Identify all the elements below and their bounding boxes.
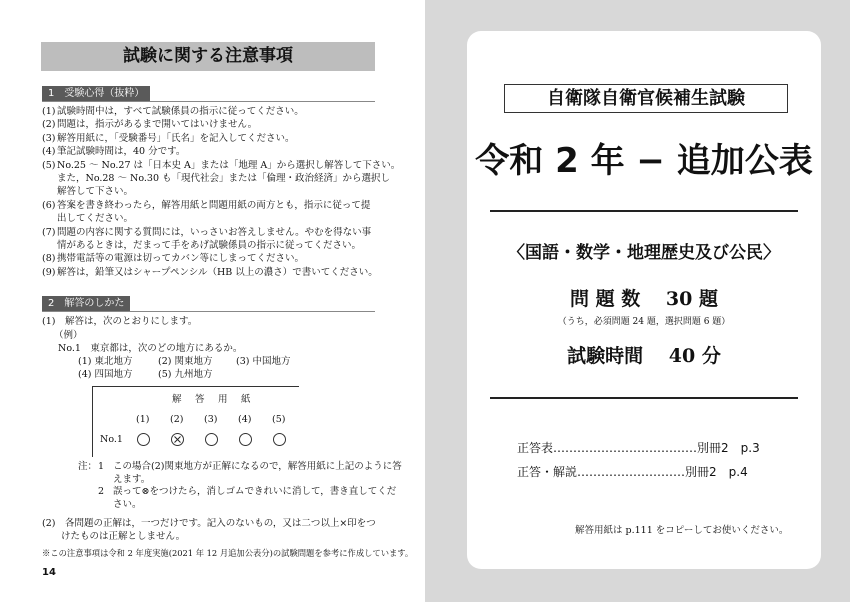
item-number: (4) — [42, 146, 56, 158]
sheet-col-4: (4) — [238, 414, 252, 425]
answer-key-reference — [517, 440, 760, 456]
answer-key-label: 正答表……………………………… — [517, 441, 698, 455]
item-number: (1) — [42, 106, 56, 117]
section1-label: 1 受験心得（抜粋） — [42, 86, 150, 101]
subjects-heading: 〈国語・数学・地理歴史及び公民〉 — [508, 243, 780, 263]
item-text: また，No.28 ～ No.30 も「現代社会」または「倫理・政治経済」から選択し — [57, 173, 391, 184]
answer-bubble-4 — [239, 433, 252, 446]
answer-lead: (1) 解答は，次のとおりにします。 — [42, 316, 198, 327]
answer-bubble-3 — [205, 433, 218, 446]
section1-line — [42, 213, 133, 224]
note-text: 誤って⊗をつけたら，消しゴムできれいに消して，書き直してくだ — [113, 486, 397, 497]
note-text: えます。 — [113, 473, 151, 485]
item-number: (9) — [42, 266, 56, 278]
note-line — [98, 461, 402, 472]
explanation-label: 正答・解説……………………… — [517, 465, 686, 479]
rule-2-line1: (2) 各問題の正解は，一つだけです。記入のないもの，又は二つ以上×印をつ — [42, 518, 376, 529]
cross-mark-icon — [172, 434, 183, 445]
example-label: （例） — [54, 330, 83, 341]
info-rule — [490, 397, 798, 399]
footnote: ※この注意事項は令和 2 年度実施(2021 年 12 月追加公表分)の試験問題を参考に作成しています。 — [42, 548, 414, 558]
exam-duration: 試験時間 40 分 — [567, 345, 721, 367]
explanation-reference — [517, 464, 748, 480]
section1-line — [42, 267, 378, 278]
section1-line — [42, 253, 304, 264]
item-number: (5) — [42, 159, 56, 171]
item-text: 問題は，指示があるまで開いてはいけません。 — [57, 119, 258, 131]
answer-bubble-5 — [273, 433, 286, 446]
answer-sheet-example — [92, 386, 299, 457]
section1-line — [42, 146, 185, 157]
page-number: 14 — [42, 567, 56, 578]
answer-sheet-note: 解答用紙は p.111 をコピーしてお使いください。 — [575, 525, 789, 536]
item-text: 解答して下さい。 — [57, 186, 134, 198]
section1-line — [42, 240, 361, 251]
note-line — [98, 486, 396, 497]
sheet-left-rule — [92, 386, 93, 457]
sheet-col-1: (1) — [136, 414, 150, 425]
item-text: 問題の内容に関する質問には，いっさいお答えしません。やむを得ない事 — [57, 226, 372, 238]
note-text: さい。 — [113, 498, 142, 510]
explanation-target: 別冊2 p.4 — [685, 465, 748, 479]
section1-line — [42, 106, 304, 117]
item-text: 試験時間中は，すべて試験係員の指示に従ってください。 — [57, 106, 304, 117]
note-line — [98, 474, 150, 485]
note-number: 2 — [98, 486, 105, 497]
title-rule — [490, 210, 798, 212]
option-4: (4) 四国地方 — [78, 369, 133, 380]
sheet-col-3: (3) — [204, 414, 218, 425]
answer-bubble-2-marked — [171, 433, 184, 446]
section1-line — [42, 173, 390, 184]
item-text: 情があるときは，だまって手をあげ試験係員の指示に従ってください。 — [57, 240, 362, 251]
item-text: 解答は，鉛筆又はシャープペンシル（HB 以上の濃さ）で書いてください。 — [57, 266, 378, 278]
question-breakdown: （うち，必須問題 24 題，選択問題 6 題） — [557, 317, 731, 327]
note-line — [98, 499, 142, 510]
section1-line — [42, 133, 295, 144]
option-2: (2) 関東地方 — [158, 356, 213, 367]
sheet-top-rule — [92, 386, 299, 387]
question-count: 問 題 数 30 題 — [570, 288, 718, 310]
item-text: 答案を書き終わったら，解答用紙と問題用紙の両方とも，指示に従って提 — [57, 199, 371, 211]
section1-line — [42, 227, 371, 238]
item-number: (6) — [42, 199, 56, 211]
answer-bubble-1 — [137, 433, 150, 446]
note-text: この場合(2)関東地方が正解になるので，解答用紙に上記のように答 — [113, 461, 402, 472]
section1-line — [42, 119, 257, 130]
item-text: 筆記試験時間は，40 分です。 — [57, 146, 186, 158]
section-divider — [42, 311, 375, 312]
item-text: No.25 ～ No.27 は「日本史 A」または「地理 A」から選択し解答して下さい。 — [57, 159, 401, 171]
answer-key-target: 別冊2 p.3 — [697, 441, 760, 455]
item-text: 出してください。 — [57, 213, 134, 225]
sheet-title: 解 答 用 紙 — [172, 394, 253, 405]
page-title: 試験に関する注意事項 — [41, 42, 375, 71]
item-number: (7) — [42, 226, 56, 238]
option-1: (1) 東北地方 — [78, 356, 133, 367]
option-5: (5) 九州地方 — [158, 369, 213, 380]
item-text: 解答用紙に，「受験番号」「氏名」を記入してください。 — [57, 132, 295, 144]
option-3: (3) 中国地方 — [236, 356, 291, 367]
section1-line — [42, 160, 400, 171]
item-number: (3) — [42, 132, 56, 144]
note-number: 1 — [98, 461, 105, 472]
item-text: 携帯電話等の電源は切ってカバン等にしまってください。 — [57, 253, 305, 265]
exam-year-title: 令和 2 年 − 追加公表 — [475, 141, 813, 181]
sheet-col-2: (2) — [170, 414, 184, 425]
exam-name-box: 自衛隊自衛官候補生試験 — [504, 84, 788, 113]
sheet-col-5: (5) — [272, 414, 286, 425]
note-label: 注： — [78, 461, 98, 472]
sheet-row-label: No.1 — [100, 434, 123, 445]
item-number: (2) — [42, 119, 56, 131]
example-question: No.1 東京都は，次のどの地方にあるか。 — [58, 343, 243, 354]
rule-2-line2: けたものは正解としません。 — [42, 531, 186, 542]
section-divider — [42, 101, 375, 102]
section1-line — [42, 186, 133, 197]
section1-line — [42, 200, 370, 211]
item-number: (8) — [42, 253, 56, 265]
section2-label: 2 解答のしかた — [42, 296, 130, 311]
